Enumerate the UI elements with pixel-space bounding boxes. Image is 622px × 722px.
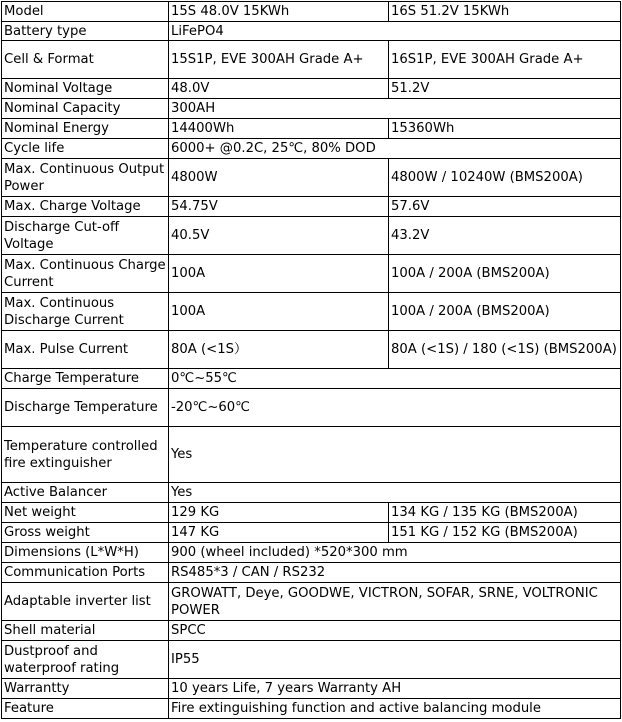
value-15s: 80A (<1S）	[169, 331, 389, 369]
table-row	[2, 679, 621, 699]
table-row	[2, 563, 621, 583]
value-shared: 0℃~55℃	[169, 369, 621, 389]
value-16s: 151 KG / 152 KG (BMS200A)	[389, 523, 621, 543]
table-row	[2, 293, 621, 331]
row-label: Cell & Format	[2, 41, 169, 79]
row-label: Discharge Cut-off Voltage	[2, 217, 169, 255]
value-16s: 16S1P, EVE 300AH Grade A+	[389, 41, 621, 79]
table-row	[2, 255, 621, 293]
row-label: Nominal Energy	[2, 119, 169, 139]
table-row	[2, 119, 621, 139]
row-label: Active Balancer	[2, 483, 169, 503]
table-row	[2, 99, 621, 119]
row-label: Max. Continuous Discharge Current	[2, 293, 169, 331]
value-15s: 4800W	[169, 159, 389, 197]
table-row	[2, 369, 621, 389]
row-label: Shell material	[2, 621, 169, 641]
value-shared: 6000+ @0.2C, 25℃, 80% DOD	[169, 139, 621, 159]
row-label: Gross weight	[2, 523, 169, 543]
value-16s: 4800W / 10240W (BMS200A)	[389, 159, 621, 197]
spec-table	[1, 1, 621, 719]
value-shared: 900 (wheel included) *520*300 mm	[169, 543, 621, 563]
table-row	[2, 583, 621, 621]
value-16s: 51.2V	[389, 79, 621, 99]
value-16s: 15360Wh	[389, 119, 621, 139]
row-label: Max. Pulse Current	[2, 331, 169, 369]
value-16s: 100A / 200A (BMS200A)	[389, 255, 621, 293]
value-15s: 100A	[169, 255, 389, 293]
table-row	[2, 22, 621, 41]
value-shared: GROWATT, Deye, GOODWE, VICTRON, SOFAR, SRNE, VOLTRONIC POWER	[169, 583, 621, 621]
table-row	[2, 159, 621, 197]
value-16s: 100A / 200A (BMS200A)	[389, 293, 621, 331]
value-16s: 43.2V	[389, 217, 621, 255]
value-shared: RS485*3 / CAN / RS232	[169, 563, 621, 583]
value-shared: SPCC	[169, 621, 621, 641]
value-shared: Fire extinguishing function and active balancing module	[169, 699, 621, 719]
value-15s: 147 KG	[169, 523, 389, 543]
row-label: Temperature controlled fire extinguisher	[2, 427, 169, 483]
row-label: Model	[2, 2, 169, 22]
value-15s: 15S 48.0V 15KWh	[169, 2, 389, 22]
row-label: Max. Continuous Charge Current	[2, 255, 169, 293]
row-label: Net weight	[2, 503, 169, 523]
table-row	[2, 621, 621, 641]
row-label: Nominal Capacity	[2, 99, 169, 119]
table-row	[2, 503, 621, 523]
value-15s: 129 KG	[169, 503, 389, 523]
row-label: Feature	[2, 699, 169, 719]
value-shared: IP55	[169, 641, 621, 679]
value-16s: 57.6V	[389, 197, 621, 217]
value-15s: 15S1P, EVE 300AH Grade A+	[169, 41, 389, 79]
row-label: Charge Temperature	[2, 369, 169, 389]
table-row	[2, 331, 621, 369]
table-row	[2, 197, 621, 217]
value-16s: 134 KG / 135 KG (BMS200A)	[389, 503, 621, 523]
table-row	[2, 389, 621, 427]
table-row	[2, 543, 621, 563]
row-label: Cycle life	[2, 139, 169, 159]
value-shared: Yes	[169, 427, 621, 483]
value-shared: -20℃~60℃	[169, 389, 621, 427]
row-label: Communication Ports	[2, 563, 169, 583]
table-row	[2, 41, 621, 79]
row-label: Dimensions (L*W*H)	[2, 543, 169, 563]
table-row	[2, 483, 621, 503]
row-label: Adaptable inverter list	[2, 583, 169, 621]
value-16s: 16S 51.2V 15KWh	[389, 2, 621, 22]
value-15s: 40.5V	[169, 217, 389, 255]
table-row	[2, 641, 621, 679]
value-15s: 54.75V	[169, 197, 389, 217]
table-row	[2, 427, 621, 483]
row-label: Battery type	[2, 22, 169, 41]
value-shared: 10 years Life, 7 years Warranty AH	[169, 679, 621, 699]
value-16s: 80A (<1S) / 180 (<1S) (BMS200A)	[389, 331, 621, 369]
row-label: Dustproof and waterproof rating	[2, 641, 169, 679]
table-row	[2, 699, 621, 719]
table-row	[2, 523, 621, 543]
row-label: Nominal Voltage	[2, 79, 169, 99]
table-row	[2, 79, 621, 99]
value-15s: 48.0V	[169, 79, 389, 99]
row-label: Discharge Temperature	[2, 389, 169, 427]
value-15s: 100A	[169, 293, 389, 331]
row-label: Max. Charge Voltage	[2, 197, 169, 217]
value-15s: 14400Wh	[169, 119, 389, 139]
value-shared: 300AH	[169, 99, 621, 119]
table-row	[2, 2, 621, 22]
value-shared: Yes	[169, 483, 621, 503]
row-label: Warrantty	[2, 679, 169, 699]
row-label: Max. Continuous Output Power	[2, 159, 169, 197]
table-row	[2, 217, 621, 255]
value-shared: LiFePO4	[169, 22, 621, 41]
table-row	[2, 139, 621, 159]
